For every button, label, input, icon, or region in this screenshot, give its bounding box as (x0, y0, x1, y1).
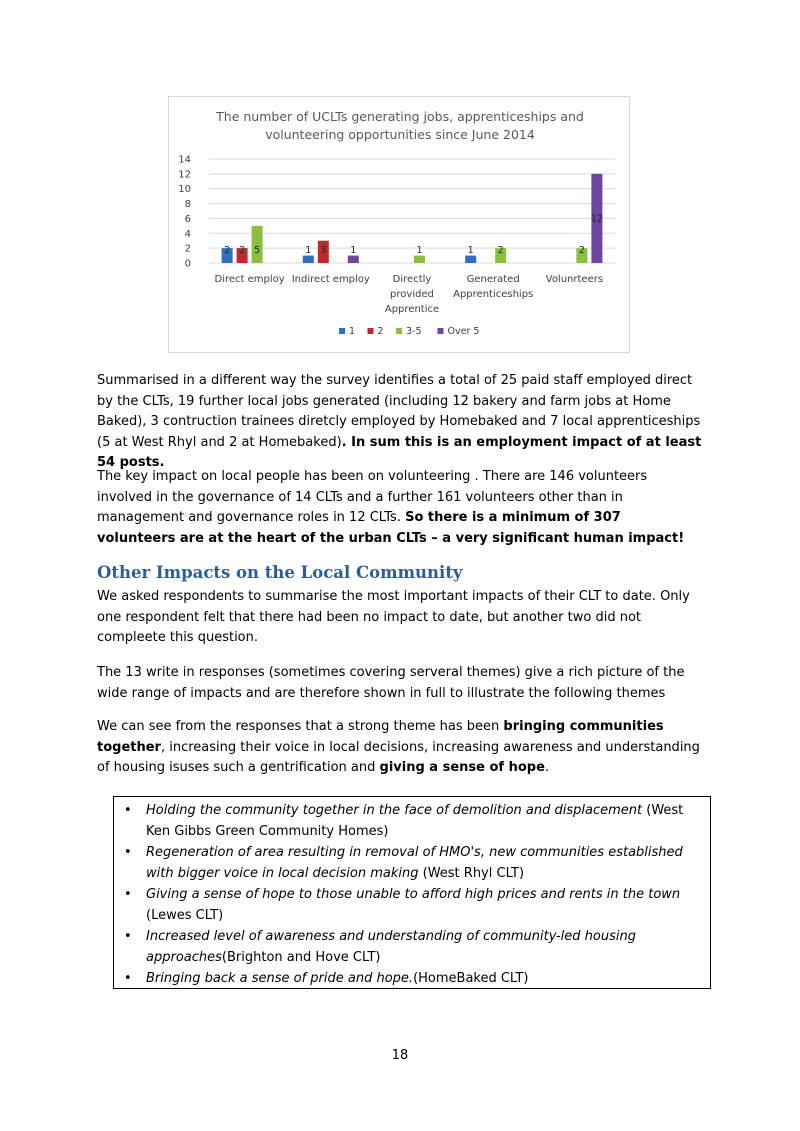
list-item (124, 926, 700, 968)
quote-source: (West Rhyl CLT) (418, 866, 525, 881)
paragraph-themes-text-2: , increasing their voice in local decisions, increasing awareness and understanding of housing isuses such a gentrification and (97, 739, 700, 775)
y-tick-label: 6 (184, 213, 191, 225)
data-label: 1 (416, 245, 423, 256)
paragraph-write-in: The 13 write in responses (sometimes covering serveral themes) give a rich picture of the wide range of impacts and are therefore shown in full to illustrate the following themes (97, 665, 685, 701)
list-item (124, 884, 700, 926)
paragraph-themes-text-3: . (544, 760, 550, 775)
paragraph-employment (97, 371, 703, 474)
legend-swatch (368, 328, 374, 334)
x-tick-label: Indirect employ (291, 274, 370, 285)
paragraph-volunteering-text: The key impact on local people has been on volunteering . There are 146 volunteers involved in the governance of 14 CLTs and a further 161 volunteers other than in management and governance roles in 12 CLTs. (97, 469, 648, 525)
y-tick-label: 10 (178, 184, 191, 196)
paragraph-employment-text: Summarised in a different way the survey identifies a total of 25 paid staff employed direct by the CLTs, 19 further local jobs generated (including 12 bakery and farm jobs at Home Baked), 3 contruction trainees diretcly employed by Homebaked and 7 local apprenticeships (5 at West Rhyl and 2 at Homebaked) (97, 373, 701, 450)
quote-source: (Brighton and Hove CLT) (221, 950, 381, 965)
legend-swatch (396, 328, 402, 334)
paragraph-respondents: We asked respondents to summarise the most important impacts of their CLT to date. Only one respondent felt that there had been no impact to date, but another two did not compleete this question. (97, 589, 690, 645)
quote-source: (West Ken Gibbs Green Community Homes) (146, 803, 684, 839)
quote-italic: Regeneration of area resulting in removal of HMO's, new communities established with bigger voice in local decision making (146, 845, 683, 881)
legend-label: Over 5 (447, 326, 480, 337)
data-label: 2 (239, 245, 246, 256)
data-label: 1 (350, 245, 357, 256)
x-tick-label: Apprenticeships (453, 289, 534, 300)
section-heading: Other Impacts on the Local Community (97, 563, 463, 582)
data-label: 3 (320, 245, 327, 256)
quote-italic: Bringing back a sense of pride and hope. (146, 971, 414, 986)
x-tick-label: provided (390, 289, 434, 300)
bullet-icon: • (124, 845, 132, 860)
x-tick-label: Generated (466, 274, 520, 285)
y-tick-label: 0 (184, 258, 191, 270)
paragraph-themes (97, 717, 703, 779)
data-label: 1 (467, 245, 474, 256)
legend-swatch (438, 328, 444, 334)
quotes-box (113, 796, 711, 989)
bullet-icon: • (124, 803, 132, 818)
bar (465, 256, 476, 263)
list-item (124, 800, 700, 842)
data-label: 2 (224, 245, 231, 256)
paragraph-themes-bold-1: bringing communities together (97, 719, 664, 755)
quotes-list (124, 800, 700, 989)
paragraph-volunteering (97, 467, 703, 549)
bullet-icon: • (124, 929, 132, 944)
bullet-icon: • (124, 971, 132, 986)
data-label: 1 (305, 245, 312, 256)
quote-italic: Increased level of awareness and understanding of community-led housing approaches (146, 929, 636, 965)
bar-chart-svg (169, 97, 631, 354)
list-item (124, 842, 700, 884)
legend-label: 2 (377, 326, 384, 337)
data-label: 12 (590, 213, 603, 225)
legend-label: 3-5 (406, 326, 422, 337)
bar (348, 256, 359, 263)
legend-swatch (339, 328, 345, 334)
y-tick-label: 8 (184, 199, 191, 211)
chart-title-line-2: volunteering opportunities since June 2014 (265, 127, 535, 142)
quote-italic: Holding the community together in the face of demolition and displacement (146, 803, 643, 818)
paragraph-employment-bold: . In sum this is an employment impact of at least 54 posts. (97, 434, 702, 470)
legend-label: 1 (349, 326, 356, 337)
chart-title-line-1: The number of UCLTs generating jobs, apprenticeships and (216, 109, 584, 124)
y-tick-label: 14 (178, 154, 191, 166)
page-number: 18 (391, 1048, 409, 1063)
quote-source: (Lewes CLT) (146, 908, 224, 923)
paragraph-themes-bold-2: giving a sense of hope (379, 760, 545, 775)
paragraph-themes-text-1: We can see from the responses that a strong theme has been (97, 719, 504, 734)
data-label: 2 (578, 245, 585, 256)
list-item (124, 968, 700, 989)
y-tick-label: 4 (184, 228, 191, 240)
y-tick-label: 12 (178, 169, 191, 181)
paragraph-volunteering-bold: So there is a minimum of 307 volunteers are at the heart of the urban CLTs – a very significant human impact! (97, 510, 685, 546)
data-label: 2 (497, 245, 504, 256)
x-tick-label: Volunrteers (545, 274, 604, 285)
x-tick-label: Direct employ (214, 274, 285, 285)
y-tick-label: 2 (184, 243, 191, 255)
bullet-icon: • (124, 887, 132, 902)
quote-source: (HomeBaked CLT) (413, 971, 529, 986)
x-tick-label: Directly (392, 274, 432, 285)
bar-chart (168, 96, 630, 353)
quote-italic: Giving a sense of hope to those unable to afford high prices and rents in the town (146, 887, 681, 902)
data-label: 5 (254, 245, 261, 256)
x-tick-label: Apprentice (384, 304, 440, 315)
bar (414, 256, 425, 263)
bar (303, 256, 314, 263)
